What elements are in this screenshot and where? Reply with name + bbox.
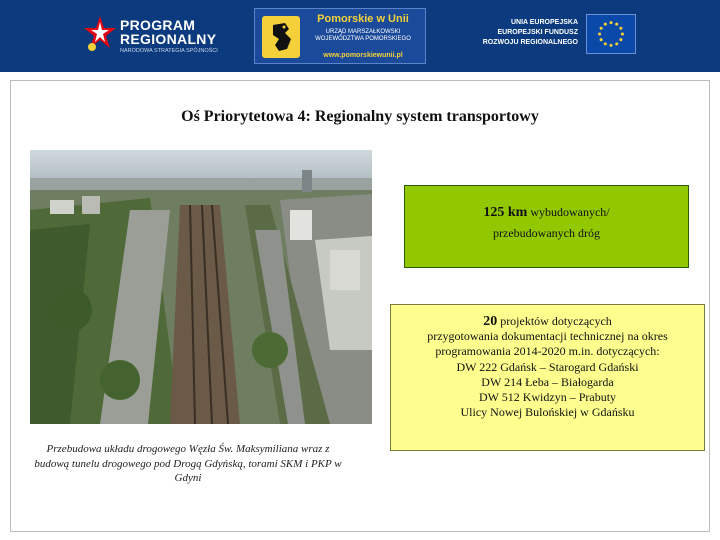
eu-fund-text: UNIA EUROPEJSKA EUROPEJSKI FUNDUSZ ROZWOJU REGIONALNEGO [482, 19, 578, 46]
roads-stat-text: wybudowanych/ [530, 205, 610, 219]
pomorskie-w-unii-logo [254, 8, 426, 64]
aerial-city-image [30, 150, 372, 424]
projects-line: DW 512 Kwidzyn – Prabuty [478, 390, 617, 405]
projects-stat-value: 20 [483, 314, 498, 329]
eu-flag-icon [586, 14, 636, 54]
projects-line: przygotowania dokumentacji technicznej na okres [427, 329, 668, 344]
projects-stat-text: projektów dotyczących [500, 314, 612, 328]
roads-stat-text-2: przebudowanych dróg [493, 226, 600, 240]
pomorskie-logo-subtitle: URZĄD MARSZAŁKOWSKI WOJEWÓDZTWA POMORSKIEGO [315, 29, 411, 42]
projects-line: DW 222 Gdańsk – Starogard Gdański [456, 359, 639, 374]
projects-line: programowania 2014-2020 m.in. dotyczących: [435, 344, 660, 359]
roads-stat-line [405, 205, 688, 221]
photo-caption: Przebudowa układu drogowego Węzła Św. Maksymiliana wraz z budową tunelu drogowego pod Drogą Gdyńską, torami SKM i PKP w Gdyni [34, 443, 342, 484]
slide-title: Oś Priorytetowa 4: Regionalny system transportowy [181, 108, 539, 125]
eu-stars-icon [587, 15, 635, 53]
roads-stat-value: 125 km [483, 205, 528, 220]
projects-line: Ulicy Nowej Bulońskiej w Gdańsku [460, 405, 635, 420]
program-star-icon [82, 14, 118, 54]
projects-stat-box [390, 304, 705, 451]
aerial-photo-interchange [30, 150, 372, 424]
header-banner [0, 0, 720, 72]
roads-stat-box [404, 185, 689, 268]
pomorskie-logo-title: Pomorskie w Unii [317, 13, 409, 25]
program-logo-subtitle: NARODOWA STRATEGIA SPÓJNOŚCI [120, 48, 218, 54]
projects-line: DW 214 Łeba – Białogarda [481, 374, 614, 389]
pomorskie-logo-url: www.pomorskiewunii.pl [323, 52, 403, 59]
projects-stat-line [391, 314, 704, 329]
program-regionalny-logo [82, 12, 242, 60]
program-logo-title: PROGRAM REGIONALNY [120, 17, 217, 47]
griffin-coat-of-arms-icon [261, 15, 301, 59]
